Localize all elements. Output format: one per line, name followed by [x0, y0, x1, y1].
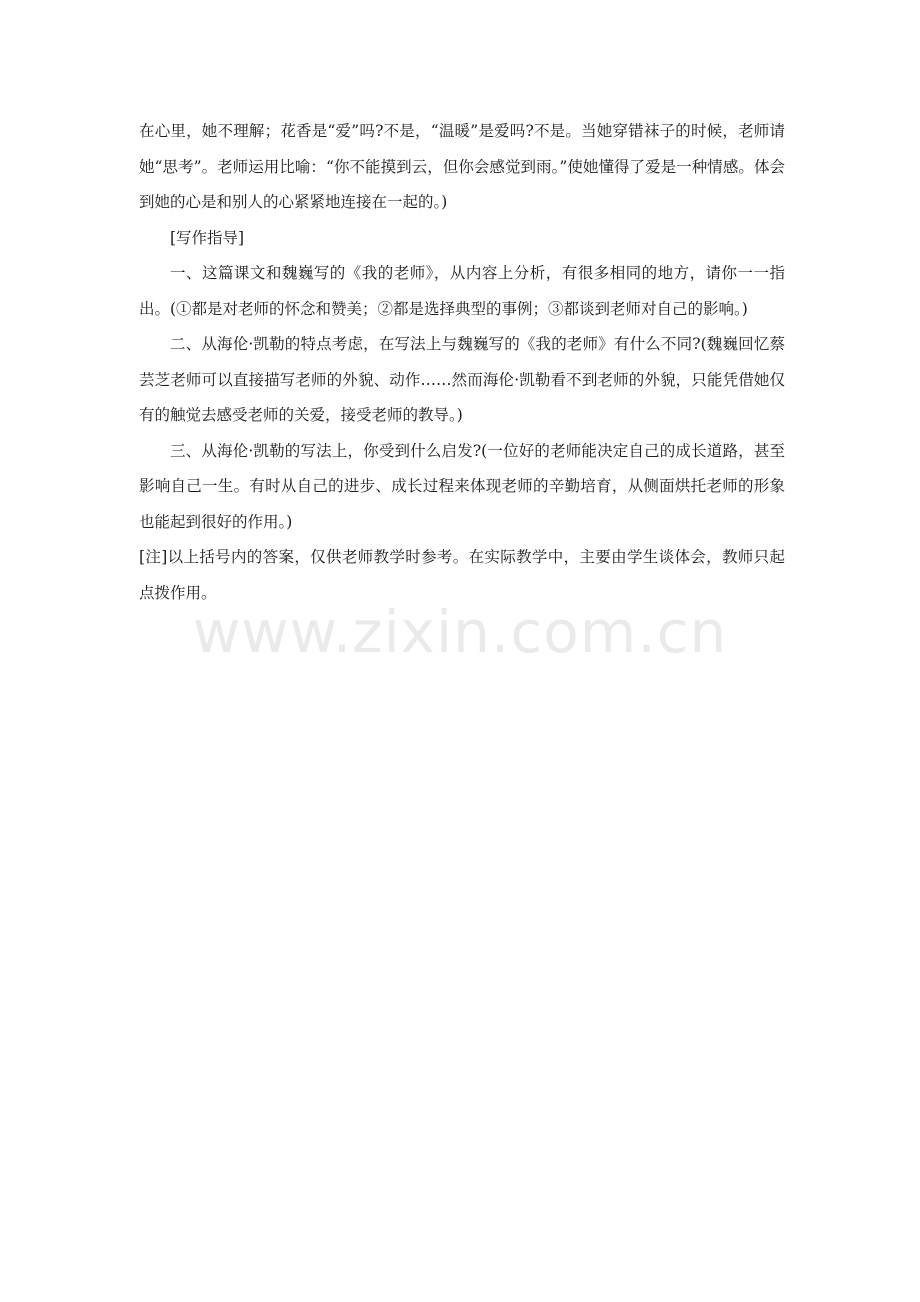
paragraph-question-two: 二、从海伦·凯勒的特点考虑，在写法上与魏巍写的《我的老师》有什么不同?(魏巍回忆蔡芸芝老师可以直接描写老师的外貌、动作……然而海伦·凯勒看不到老师的外貌，只能凭借她仅有的触觉去感受老师的关爱，接受老师的教导。): [139, 335, 785, 424]
document-body: [139, 114, 785, 611]
paragraph-continuation: 在心里，她不理解；花香是“爱”吗?不是，“温暖”是爱吗?不是。当她穿错袜子的时候，老师请她“思考”。老师运用比喻：“你不能摸到云，但你会感觉到雨。”使她懂得了爱是一种情感。体会到她的心是和别人的心紧紧地连接在一起的。): [139, 122, 785, 211]
watermark-text: www.zixin.com.cn: [192, 598, 728, 666]
paragraph-question-three: 三、从海伦·凯勒的写法上，你受到什么启发?(一位好的老师能决定自己的成长道路，甚至影响自己一生。有时从自己的进步、成长过程来体现老师的辛勤培育，从侧面烘托老师的形象也能起到很好的作用。): [139, 441, 785, 531]
paragraph-note: [注]以上括号内的答案，仅供老师教学时参考。在实际教学中，主要由学生谈体会，教师只起点拨作用。: [139, 548, 785, 602]
section-heading-writing-guidance: [写作指导]: [170, 228, 245, 247]
paragraph-question-one: 一、这篇课文和魏巍写的《我的老师》，从内容上分析，有很多相同的地方，请你一一指出。(①都是对老师的怀念和赞美；②都是选择典型的事例；③都谈到老师对自己的影响。): [139, 264, 785, 318]
